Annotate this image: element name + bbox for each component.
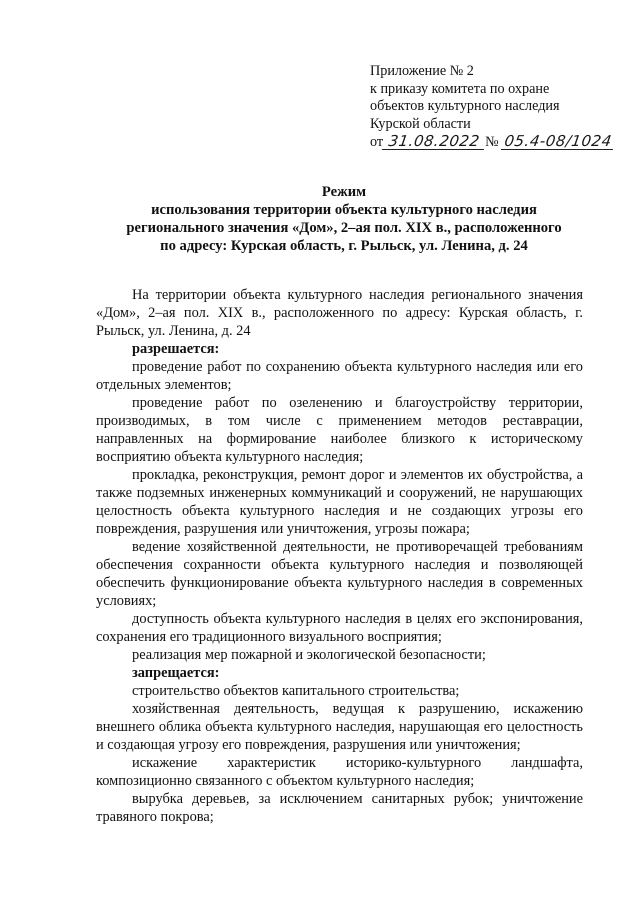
order-reference-line: к приказу комитета по охране: [370, 80, 550, 97]
allowed-label: разрешается:: [132, 341, 220, 357]
forbidden-label: запрещается:: [132, 665, 220, 681]
document-title: [90, 183, 598, 255]
title-line-1: Режим: [321, 184, 367, 200]
title-line-3: регионального значения «Дом», 2–ая пол. XIX в., расположенного: [126, 220, 562, 236]
handwritten-date: 31.08.2022: [382, 134, 486, 150]
title-line-4: по адресу: Курская область, г. Рыльск, ул. Ленина, д. 24: [160, 238, 528, 254]
handwritten-order-number: 05.4-08/1024: [501, 134, 615, 150]
forbidden-item: искажение характеристик историко-культурного ландшафта, композиционно связанного с объектом культурного наследия;: [96, 755, 583, 789]
appendix-number: Приложение № 2: [370, 63, 474, 79]
intro-paragraph: На территории объекта культурного наследия регионального значения «Дом», 2–ая пол. XIX в., расположенного по адресу: Курская область, г. Рыльск, ул. Ленина, д. 24: [96, 287, 583, 339]
allowed-item: доступность объекта культурного наследия в целях его экспонирования, сохранения его традиционного визуального восприятия;: [96, 611, 583, 645]
number-sign: №: [485, 134, 499, 151]
allowed-item: проведение работ по сохранению объекта культурного наследия или его отдельных элементов;: [96, 359, 583, 393]
appendix-header: [370, 63, 635, 152]
forbidden-item: строительство объектов капитального строительства;: [132, 683, 460, 699]
allowed-item: прокладка, реконструкция, ремонт дорог и элементов их обустройства, а также подземных инженерных коммуникаций и сооружений, не нарушающих целостность объекта культурного наследия и не создающих угрозы его повреждения, разрушения или уничтожения, угрозы пожара;: [96, 467, 583, 537]
title-line-2: использования территории объекта культурного наследия: [151, 202, 537, 218]
forbidden-item: хозяйственная деятельность, ведущая к разрушению, искажению внешнего облика объекта культурного наследия, нарушающая его целостность и создающая угрозу его повреждения, разрушения или уничтожения;: [96, 701, 583, 753]
forbidden-item: вырубка деревьев, за исключением санитарных рубок; уничтожение травяного покрова;: [96, 791, 583, 825]
allowed-item: проведение работ по озеленению и благоустройству территории, производимых, в том числе с применением методов реставрации, направленных на формирование наиболее близкого к историческому восприятию объекта культурного наследия;: [96, 395, 583, 465]
committee-name-line: объектов культурного наследия: [370, 98, 560, 115]
document-body: [96, 286, 583, 826]
order-date-number-line: [370, 134, 635, 152]
region-name-line: Курской области: [370, 115, 471, 132]
allowed-item: ведение хозяйственной деятельности, не противоречащей требованиям обеспечения сохранности объекта культурного наследия и позволяющей обеспечить функционирование объекта культурного наследия в современных условиях;: [96, 539, 583, 609]
allowed-item: реализация мер пожарной и экологической безопасности;: [132, 647, 486, 663]
from-prefix: от: [370, 134, 384, 151]
